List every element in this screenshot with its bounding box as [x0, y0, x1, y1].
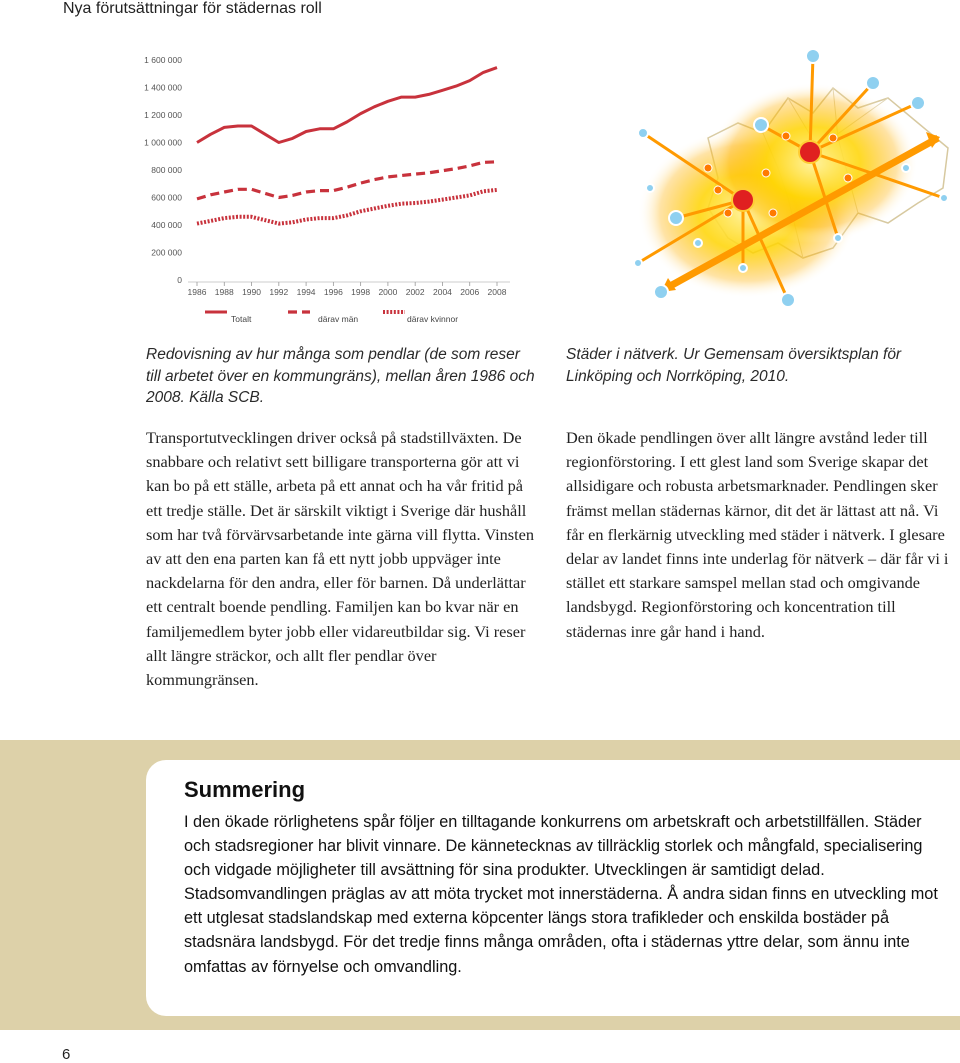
chart-caption: Redovisning av hur många som pendlar (de som reser till arbetet över en kommungräns), mellan åren 1986 och 2008. Källa SCB. [146, 346, 535, 406]
chart-series [197, 68, 497, 224]
legend-label: Totalt [231, 314, 252, 324]
x-tick-label: 1998 [351, 287, 371, 297]
body-text-left: Transportutvecklingen driver också på stadstillväxten. De snabbare och relativt sett billigare transporterna gör att vi kan bo på ett ställe, arbeta på ett annat och ha vår fritid på ett tredje ställe. Det är särskilt viktigt i Sverige där hushåll som har två förvärvsarbetande inte gärna vill flytta. Vinsten av att den ena parten kan få ett nytt jobb uppväger inte nackdelarna för den andra, eller för barnen. Då underlättar ett centralt boende pendling. Familjen kan bo kvar när en familjemedlem byter jobb eller vidareutbildar sig. Vi reser allt längre sträckor, och allt fler pendlar över kommungränsen. [146, 428, 534, 690]
summary-title: Summering [184, 777, 306, 802]
city-network-map-icon [588, 38, 953, 333]
x-tick-label: 1996 [323, 287, 343, 297]
series-line-dotted [197, 190, 497, 224]
y-tick-label: 200 000 [151, 247, 182, 258]
legend-label: därav män [318, 314, 359, 324]
y-tick-label: 1 200 000 [144, 110, 182, 120]
x-tick-label: 2002 [405, 287, 425, 297]
x-tick-label: 2004 [432, 287, 452, 297]
legend-label: därav kvinnor [407, 314, 459, 324]
x-tick-label: 2008 [487, 287, 507, 297]
map-caption: Städer i nätverk. Ur Gemensam översiktsplan för Linköping och Norrköping, 2010. [566, 346, 902, 385]
chart-legend [205, 312, 458, 324]
summary-text: I den ökade rörlighetens spår följer en tilltagande konkurrens om arbetskraft och arbetstillfällen. Städer och stadsregioner har blivit vinnare. De kännetecknas av tillräcklig storlek och mångfald, specialisering och vidgade möjligheter till avsättning för sina produkter. Utvecklingen är samtidigt delad. Stadsomvandlingen präglas av att möta trycket mot innerstäderna. Å andra sidan finns en utveckling mot ett utglesat stadslandskap med externa köpcenter längs stora trafikleder och enskilda bostäder på stadsnära landsbygd. För det tredje finns många områden, ofta i städernas yttre delar, som ännu inte omfattas av förnyelse och omvandling. [184, 813, 938, 976]
running-header: Nya förutsättningar för städernas roll [63, 0, 322, 17]
y-tick-label: 400 000 [151, 220, 182, 230]
y-tick-label: 600 000 [151, 192, 182, 203]
x-tick-label: 1990 [242, 287, 262, 297]
x-tick-label: 1986 [187, 287, 207, 297]
y-tick-label: 1 600 000 [144, 55, 182, 65]
body-text-right: Den ökade pendlingen över allt längre avstånd leder till regionförstoring. I ett glest land som Sverige skapar det allsidigare och robusta arbetsmarknader. Pendlingen sker främst mellan städernas kärnor, dit det är lättast att nå. Vi får en flerkärnig utveckling med städer i nätverk. I glesare delar av landet finns inte underlag för nätverk – där får vi i stället ett starkare samspel mellan stad och omgivande landsbygd. Regionförstoring och koncentration till städernas inre går hand i hand. [566, 428, 949, 641]
x-axis-ticks [188, 282, 510, 297]
series-line-solid [197, 68, 497, 143]
x-tick-label: 1994 [296, 287, 316, 297]
x-tick-label: 1988 [214, 287, 234, 297]
y-axis-ticks [144, 55, 182, 285]
commuting-line-chart [0, 0, 560, 340]
y-tick-label: 0 [177, 275, 182, 285]
y-tick-label: 1 400 000 [144, 82, 182, 93]
series-line-dashed [197, 162, 497, 199]
x-tick-label: 2006 [460, 287, 480, 297]
page-number: 6 [62, 1046, 71, 1063]
x-tick-label: 1992 [269, 287, 289, 297]
x-tick-label: 2000 [378, 287, 398, 297]
y-tick-label: 800 000 [151, 165, 182, 175]
y-tick-label: 1 000 000 [144, 137, 182, 148]
